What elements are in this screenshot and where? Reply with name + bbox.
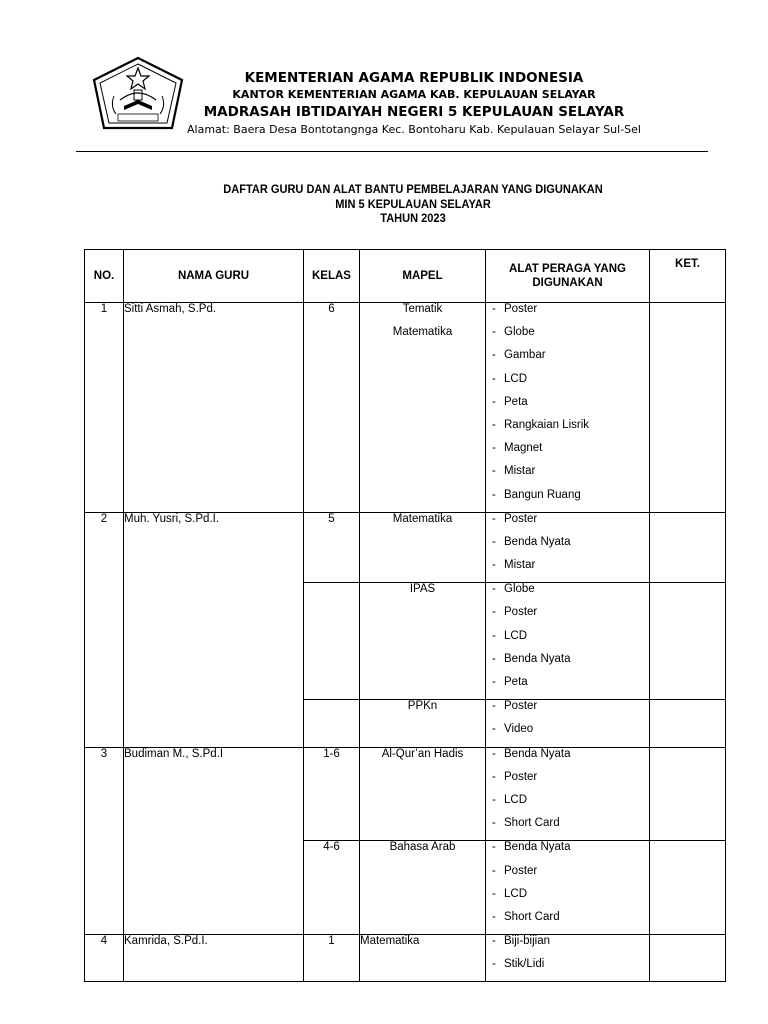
letterhead-text	[164, 68, 664, 138]
school-address: Alamat: Baera Desa Bontotangnga Kec. Bontoharu Kab. Kepulauan Selayar Sul-Sel	[187, 123, 641, 136]
tool-name: Benda Nyata	[504, 652, 571, 665]
table-body	[85, 303, 726, 982]
cell-kelas: 4-6	[304, 841, 360, 935]
list-item	[492, 630, 649, 653]
cell-alat-peraga	[486, 512, 650, 583]
bullet-dash: -	[492, 747, 496, 760]
bullet-dash: -	[492, 488, 496, 501]
cell-nama-guru: Sitti Asmah, S.Pd.	[124, 303, 304, 513]
cell-no: 2	[85, 512, 124, 747]
bullet-dash: -	[492, 465, 496, 478]
bullet-dash: -	[492, 652, 496, 665]
table-row	[85, 303, 726, 513]
tool-name: LCD	[504, 887, 528, 900]
tool-name: Short Card	[504, 910, 560, 923]
title-line-3: TAHUN 2023	[380, 211, 446, 225]
tool-name: Biji-bijian	[504, 935, 551, 948]
mapel-item: Matematika	[360, 935, 420, 948]
bullet-dash: -	[492, 535, 496, 548]
tool-name: Poster	[504, 606, 538, 619]
list-item	[492, 349, 649, 372]
tool-name: Short Card	[504, 817, 560, 830]
bullet-dash: -	[492, 864, 496, 877]
cell-kelas	[304, 583, 360, 700]
cell-alat-peraga	[486, 935, 650, 982]
tool-list	[486, 583, 649, 699]
tool-list	[486, 841, 649, 934]
tool-name: Poster	[504, 770, 538, 783]
table-header-row	[85, 250, 726, 303]
tool-name: Benda Nyata	[504, 841, 571, 854]
title-line-2: MIN 5 KEPULAUAN SELAYAR	[335, 196, 491, 211]
cell-ket	[650, 700, 726, 747]
bullet-dash: -	[492, 418, 496, 431]
table-row	[85, 747, 726, 841]
cell-mapel	[360, 747, 486, 841]
cell-kelas	[304, 700, 360, 747]
cell-alat-peraga	[486, 303, 650, 513]
school-name: MADRASAH IBTIDAIYAH NEGERI 5 KEPULAUAN SELAYAR	[203, 104, 625, 120]
tool-name: LCD	[504, 793, 528, 806]
list-item	[492, 794, 649, 817]
mapel-item: IPAS	[409, 583, 436, 596]
bullet-dash: -	[492, 841, 496, 854]
list-item	[492, 700, 649, 723]
list-item	[492, 419, 649, 442]
list-item	[492, 442, 649, 465]
tool-list	[486, 303, 649, 512]
cell-ket	[650, 841, 726, 935]
letterhead-divider	[76, 151, 708, 152]
cell-alat-peraga	[486, 700, 650, 747]
list-item	[492, 958, 649, 981]
bullet-dash: -	[492, 910, 496, 923]
bullet-dash: -	[492, 372, 496, 385]
mapel-item: Al-Qur’an Hadis	[381, 747, 464, 760]
list-item	[492, 771, 649, 794]
cell-mapel	[360, 583, 486, 700]
list-item	[492, 723, 649, 746]
bullet-dash: -	[492, 817, 496, 830]
cell-kelas: 1-6	[304, 747, 360, 841]
tool-name: Peta	[504, 395, 528, 408]
tool-name: Poster	[504, 303, 538, 315]
header-alat-peraga: ALAT PERAGA YANG DIGUNAKAN	[486, 250, 650, 303]
list-item	[492, 536, 649, 559]
bullet-dash: -	[492, 583, 496, 596]
bullet-dash: -	[492, 770, 496, 783]
bullet-dash: -	[492, 887, 496, 900]
mapel-item: Matematika	[392, 326, 453, 339]
tool-name: Globe	[504, 326, 535, 339]
cell-ket	[650, 935, 726, 982]
bullet-dash: -	[492, 700, 496, 713]
cell-ket	[650, 583, 726, 700]
list-item	[492, 817, 649, 840]
list-item	[492, 841, 649, 864]
tool-name: Peta	[504, 676, 528, 688]
list-item	[492, 888, 649, 911]
tool-name: Benda Nyata	[504, 747, 571, 760]
tool-list	[486, 935, 649, 981]
cell-ket	[650, 303, 726, 513]
bullet-dash: -	[492, 559, 496, 572]
list-item	[492, 583, 649, 606]
tool-name: Benda Nyata	[504, 535, 571, 548]
cell-nama-guru: Budiman M., S.Pd.I	[124, 747, 304, 935]
list-item	[492, 653, 649, 676]
header-ket: KET.	[650, 250, 726, 303]
tool-name: Poster	[504, 700, 538, 713]
bullet-dash: -	[492, 512, 496, 525]
tool-name: LCD	[504, 629, 528, 642]
tool-name: Mistar	[504, 559, 536, 572]
bullet-dash: -	[492, 349, 496, 362]
tool-name: Video	[504, 723, 534, 736]
header-mapel: MAPEL	[360, 250, 486, 303]
list-item	[492, 606, 649, 629]
office-name: KANTOR KEMENTERIAN AGAMA KAB. KEPULAUAN SELAYAR	[232, 88, 596, 101]
cell-no: 3	[85, 747, 124, 935]
list-item	[492, 465, 649, 488]
list-item	[492, 748, 649, 771]
tool-name: Mistar	[504, 465, 536, 478]
bullet-dash: -	[492, 442, 496, 455]
mapel-item: Bahasa Arab	[389, 841, 456, 854]
tool-name: Globe	[504, 583, 535, 596]
header-no: NO.	[85, 250, 124, 303]
cell-alat-peraga	[486, 841, 650, 935]
list-item	[492, 911, 649, 934]
cell-alat-peraga	[486, 747, 650, 841]
tool-name: LCD	[504, 372, 528, 385]
bullet-dash: -	[492, 958, 496, 971]
cell-nama-guru: Muh. Yusri, S.Pd.I.	[124, 512, 304, 747]
bullet-dash: -	[492, 629, 496, 642]
bullet-dash: -	[492, 326, 496, 339]
teacher-tools-table	[84, 249, 726, 982]
cell-kelas: 5	[304, 512, 360, 583]
tool-name: Rangkaian Lisrik	[504, 418, 590, 431]
list-item	[492, 513, 649, 536]
cell-no: 4	[85, 935, 124, 982]
bullet-dash: -	[492, 606, 496, 619]
mapel-item: Tematik	[402, 303, 443, 315]
mapel-item: PPKn	[407, 700, 438, 713]
cell-kelas: 1	[304, 935, 360, 982]
list-item	[492, 373, 649, 396]
list-item	[492, 559, 649, 582]
list-item	[492, 865, 649, 888]
cell-ket	[650, 747, 726, 841]
bullet-dash: -	[492, 723, 496, 736]
document-title	[0, 182, 768, 226]
list-item	[492, 396, 649, 419]
list-item	[492, 326, 649, 349]
tool-list	[486, 748, 649, 841]
cell-kelas: 6	[304, 303, 360, 513]
table-row	[85, 935, 726, 982]
cell-mapel	[360, 841, 486, 935]
tool-name: Poster	[504, 512, 538, 525]
cell-mapel	[360, 303, 486, 513]
tool-name: Poster	[504, 864, 538, 877]
bullet-dash: -	[492, 935, 496, 948]
list-item	[492, 489, 649, 512]
tool-name: Magnet	[504, 442, 543, 455]
tool-list	[486, 700, 649, 746]
cell-mapel	[360, 512, 486, 583]
cell-nama-guru: Kamrida, S.Pd.I.	[124, 935, 304, 982]
bullet-dash: -	[492, 303, 496, 315]
list-item	[492, 303, 649, 326]
bullet-dash: -	[492, 676, 496, 688]
cell-alat-peraga	[486, 583, 650, 700]
header-kelas: KELAS	[304, 250, 360, 303]
tool-list	[486, 513, 649, 583]
tool-name: Gambar	[504, 349, 546, 362]
title-line-1: DAFTAR GURU DAN ALAT BANTU PEMBELAJARAN YANG DIGUNAKAN	[223, 182, 603, 196]
list-item	[492, 935, 649, 958]
bullet-dash: -	[492, 793, 496, 806]
ministry-name: KEMENTERIAN AGAMA REPUBLIK INDONESIA	[244, 70, 584, 86]
tool-name: Bangun Ruang	[504, 488, 581, 501]
cell-no: 1	[85, 303, 124, 513]
cell-ket	[650, 512, 726, 583]
tool-name: Stik/Lidi	[504, 958, 545, 971]
cell-mapel	[360, 935, 486, 982]
list-item	[492, 676, 649, 699]
cell-mapel	[360, 700, 486, 747]
letterhead	[76, 54, 708, 152]
mapel-item: Matematika	[392, 512, 453, 525]
header-nama-guru: NAMA GURU	[124, 250, 304, 303]
bullet-dash: -	[492, 395, 496, 408]
table-row	[85, 512, 726, 583]
